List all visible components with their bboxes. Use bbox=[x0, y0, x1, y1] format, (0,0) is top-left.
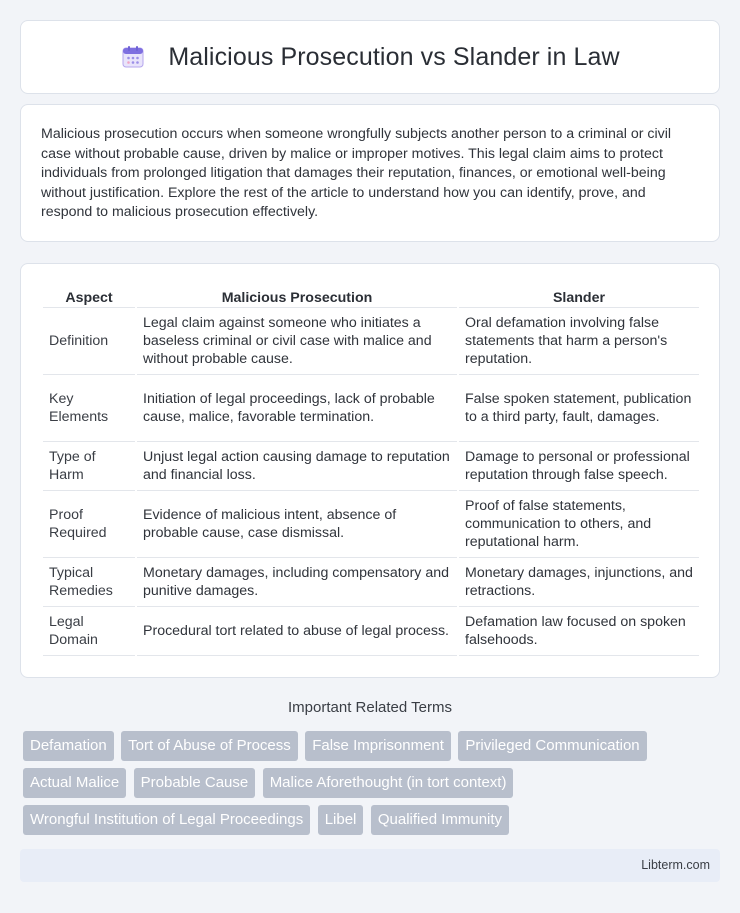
comparison-table bbox=[41, 284, 701, 656]
related-term-tag[interactable]: Actual Malice bbox=[23, 768, 126, 798]
column-header-slander: Slander bbox=[459, 284, 699, 308]
calendar-icon bbox=[120, 44, 146, 70]
page-title: Malicious Prosecution vs Slander in Law bbox=[168, 42, 620, 71]
slander-cell: Monetary damages, injunctions, and retractions. bbox=[459, 558, 699, 607]
malicious-prosecution-cell: Evidence of malicious intent, absence of probable cause, case dismissal. bbox=[137, 491, 457, 558]
related-term-tag[interactable]: Probable Cause bbox=[134, 768, 256, 798]
footer-site-link[interactable]: Libterm.com bbox=[641, 858, 710, 872]
related-term-tag[interactable]: Defamation bbox=[23, 731, 114, 761]
malicious-prosecution-cell: Procedural tort related to abuse of legal process. bbox=[137, 607, 457, 656]
column-header-malicious-prosecution: Malicious Prosecution bbox=[137, 284, 457, 308]
aspect-cell: Type of Harm bbox=[43, 442, 135, 491]
related-term-tag[interactable]: False Imprisonment bbox=[305, 731, 451, 761]
aspect-cell: Proof Required bbox=[43, 491, 135, 558]
related-term-tag[interactable]: Tort of Abuse of Process bbox=[121, 731, 298, 761]
table-row bbox=[43, 558, 699, 607]
table-row bbox=[43, 491, 699, 558]
table-row bbox=[43, 442, 699, 491]
table-row bbox=[43, 375, 699, 442]
malicious-prosecution-cell: Initiation of legal proceedings, lack of probable cause, malice, favorable termination. bbox=[137, 375, 457, 442]
slander-cell: False spoken statement, publication to a third party, fault, damages. bbox=[459, 375, 699, 442]
intro-card bbox=[20, 104, 720, 242]
slander-cell: Damage to personal or professional reputation through false speech. bbox=[459, 442, 699, 491]
related-terms-list bbox=[23, 731, 719, 842]
footer bbox=[20, 849, 720, 882]
aspect-cell: Typical Remedies bbox=[43, 558, 135, 607]
related-term-tag[interactable]: Malice Aforethought (in tort context) bbox=[263, 768, 514, 798]
related-term-tag[interactable]: Qualified Immunity bbox=[371, 805, 509, 835]
related-term-tag[interactable]: Libel bbox=[318, 805, 364, 835]
table-row bbox=[43, 607, 699, 656]
comparison-card bbox=[20, 263, 720, 678]
related-term-tag[interactable]: Wrongful Institution of Legal Proceedings bbox=[23, 805, 310, 835]
malicious-prosecution-cell: Monetary damages, including compensatory and punitive damages. bbox=[137, 558, 457, 607]
malicious-prosecution-cell: Legal claim against someone who initiates a baseless criminal or civil case with malice and without probable cause. bbox=[137, 308, 457, 375]
aspect-cell: Definition bbox=[43, 308, 135, 375]
column-header-aspect: Aspect bbox=[43, 284, 135, 308]
slander-cell: Oral defamation involving false statements that harm a person's reputation. bbox=[459, 308, 699, 375]
intro-text: Malicious prosecution occurs when someone wrongfully subjects another person to a criminal or civil case without probable cause, driven by malice or improper motives. This legal claim aims to protect individuals from prolonged litigation that damages their reputation, finances, or emotional well-being without justification. Explore the rest of the article to understand how you can identify, prove, and respond to malicious prosecution effectively. bbox=[41, 126, 672, 221]
table-row bbox=[43, 308, 699, 375]
table-header-row bbox=[43, 284, 699, 308]
slander-cell: Proof of false statements, communication to others, and reputational harm. bbox=[459, 491, 699, 558]
header-card bbox=[20, 20, 720, 94]
slander-cell: Defamation law focused on spoken falsehoods. bbox=[459, 607, 699, 656]
related-term-tag[interactable]: Privileged Communication bbox=[458, 731, 646, 761]
malicious-prosecution-cell: Unjust legal action causing damage to reputation and financial loss. bbox=[137, 442, 457, 491]
aspect-cell: Legal Domain bbox=[43, 607, 135, 656]
related-terms-title: Important Related Terms bbox=[288, 699, 452, 716]
aspect-cell: Key Elements bbox=[43, 375, 135, 442]
